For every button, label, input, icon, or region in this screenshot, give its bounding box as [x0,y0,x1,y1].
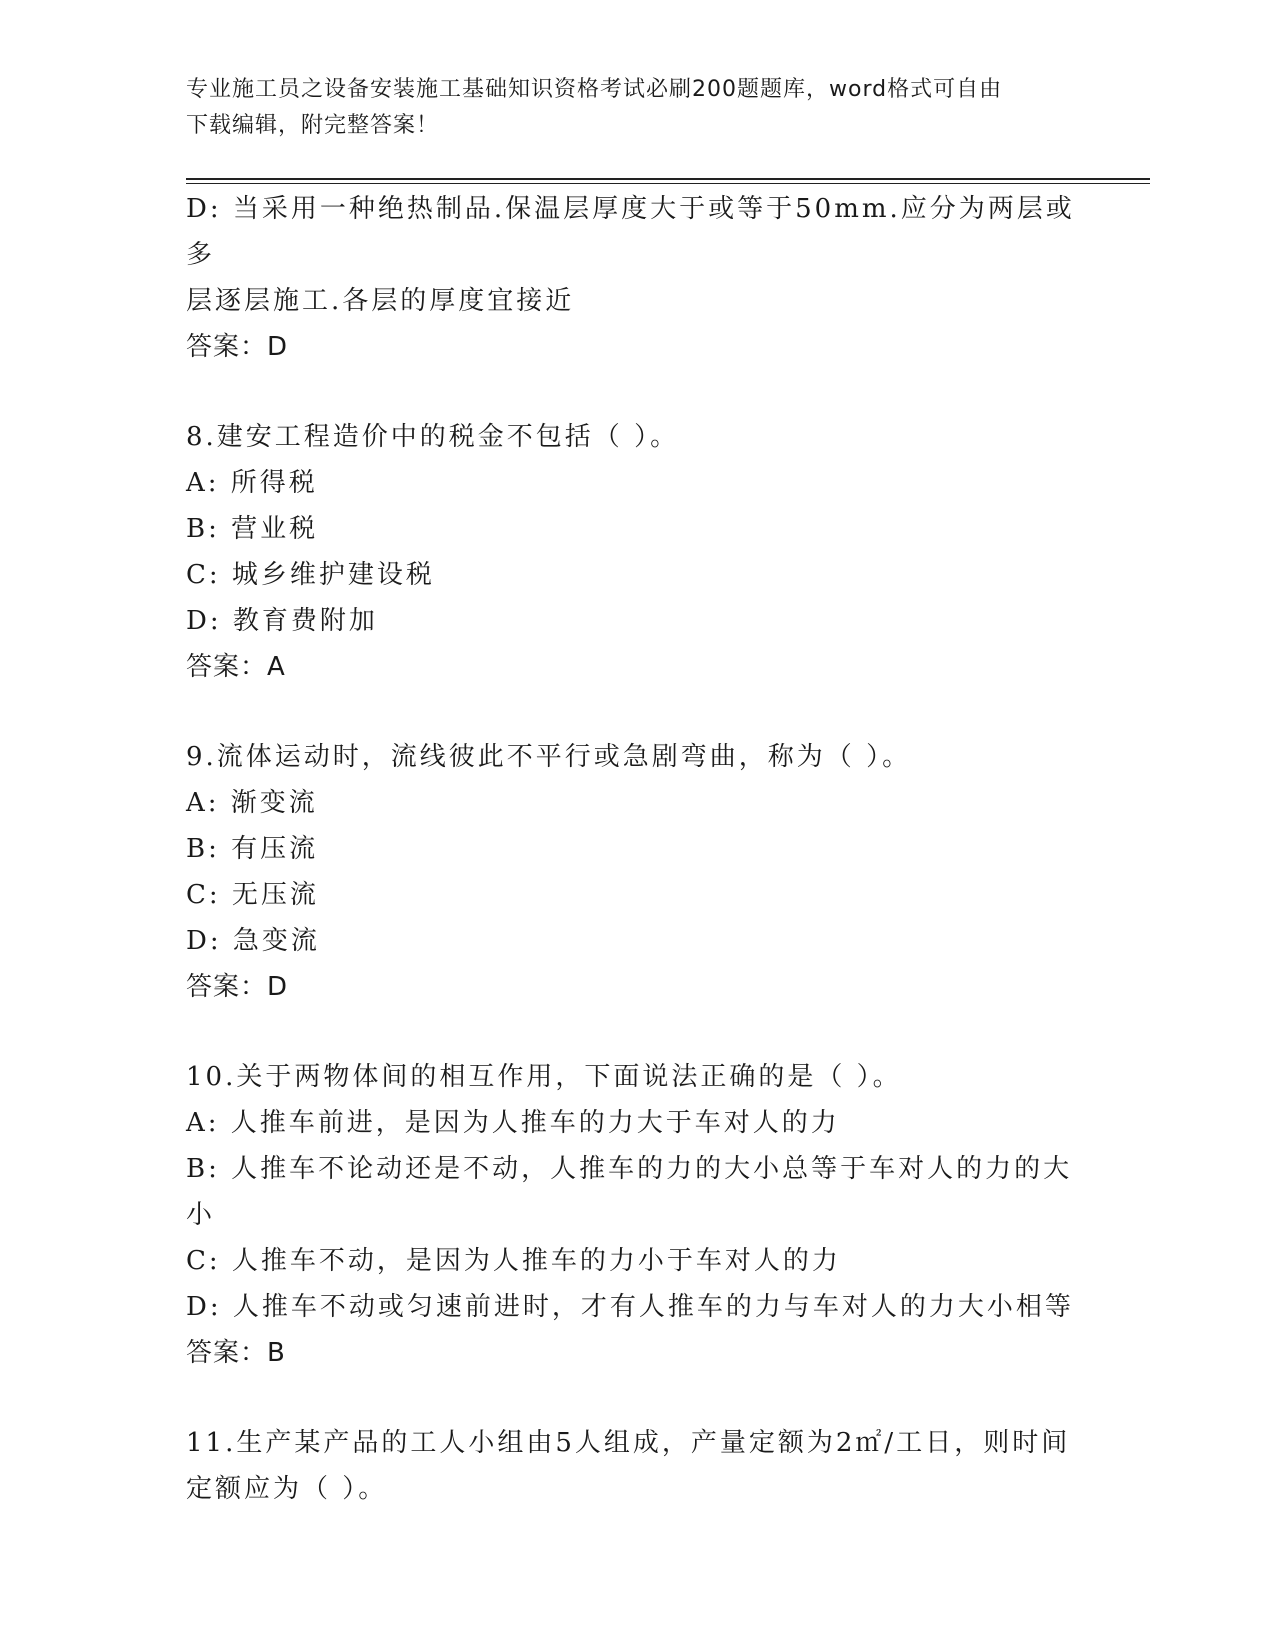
question-text: 8.建安工程造价中的税金不包括（ ）。 [186,422,680,452]
question-text-continued: 定额应为（ ）。 [186,1474,388,1504]
question-9 [186,734,1086,1010]
header-line-1: 专业施工员之设备安装施工基础知识资格考试必刷200题题库，word格式可自由 [186,77,1003,102]
question-text: 10.关于两物体间的相互作用，下面说法正确的是（ ）。 [186,1062,902,1092]
question-text: 9.流体运动时，流线彼此不平行或急剧弯曲，称为（ ）。 [186,742,912,772]
previous-question-tail [186,186,1086,370]
question-content [186,186,1086,1512]
option-c: C: 城乡维护建设税 [186,560,435,590]
option-d: D: 教育费附加 [186,606,378,636]
header-divider [186,178,1150,184]
document-header [186,72,1066,144]
option-d: D: 人推车不动或匀速前进时，才有人推车的力与车对人的力大小相等 [186,1292,1074,1322]
option-b: B: 营业税 [186,514,319,544]
question-8 [186,414,1086,690]
option-a: A: 人推车前进，是因为人推车的力大于车对人的力 [186,1108,840,1138]
answer-line: 答案：A [186,652,286,682]
option-c: C: 无压流 [186,880,319,910]
answer-line: 答案：D [186,332,289,362]
option-d-continued: 层逐层施工.各层的厚度宜接近 [186,286,575,316]
option-b: B: 人推车不论动还是不动，人推车的力的大小总等于车对人的力的大 [186,1154,1073,1184]
option-b: B: 有压流 [186,834,319,864]
question-10 [186,1054,1086,1376]
answer-line: 答案：B [186,1338,286,1368]
option-c: C: 人推车不动，是因为人推车的力小于车对人的力 [186,1246,841,1276]
option-d: D: 当采用一种绝热制品.保温层厚度大于或等于50mm.应分为两层或多 [186,194,1075,270]
header-line-2: 下载编辑，附完整答案！ [186,113,440,138]
option-a: A: 渐变流 [186,788,318,818]
question-11 [186,1420,1086,1512]
option-d: D: 急变流 [186,926,320,956]
option-a: A: 所得税 [186,468,318,498]
option-b-continued: 小 [186,1200,216,1230]
answer-line: 答案：D [186,972,289,1002]
question-text: 11.生产某产品的工人小组由5人组成，产量定额为2㎡/工日，则时间 [186,1428,1071,1458]
